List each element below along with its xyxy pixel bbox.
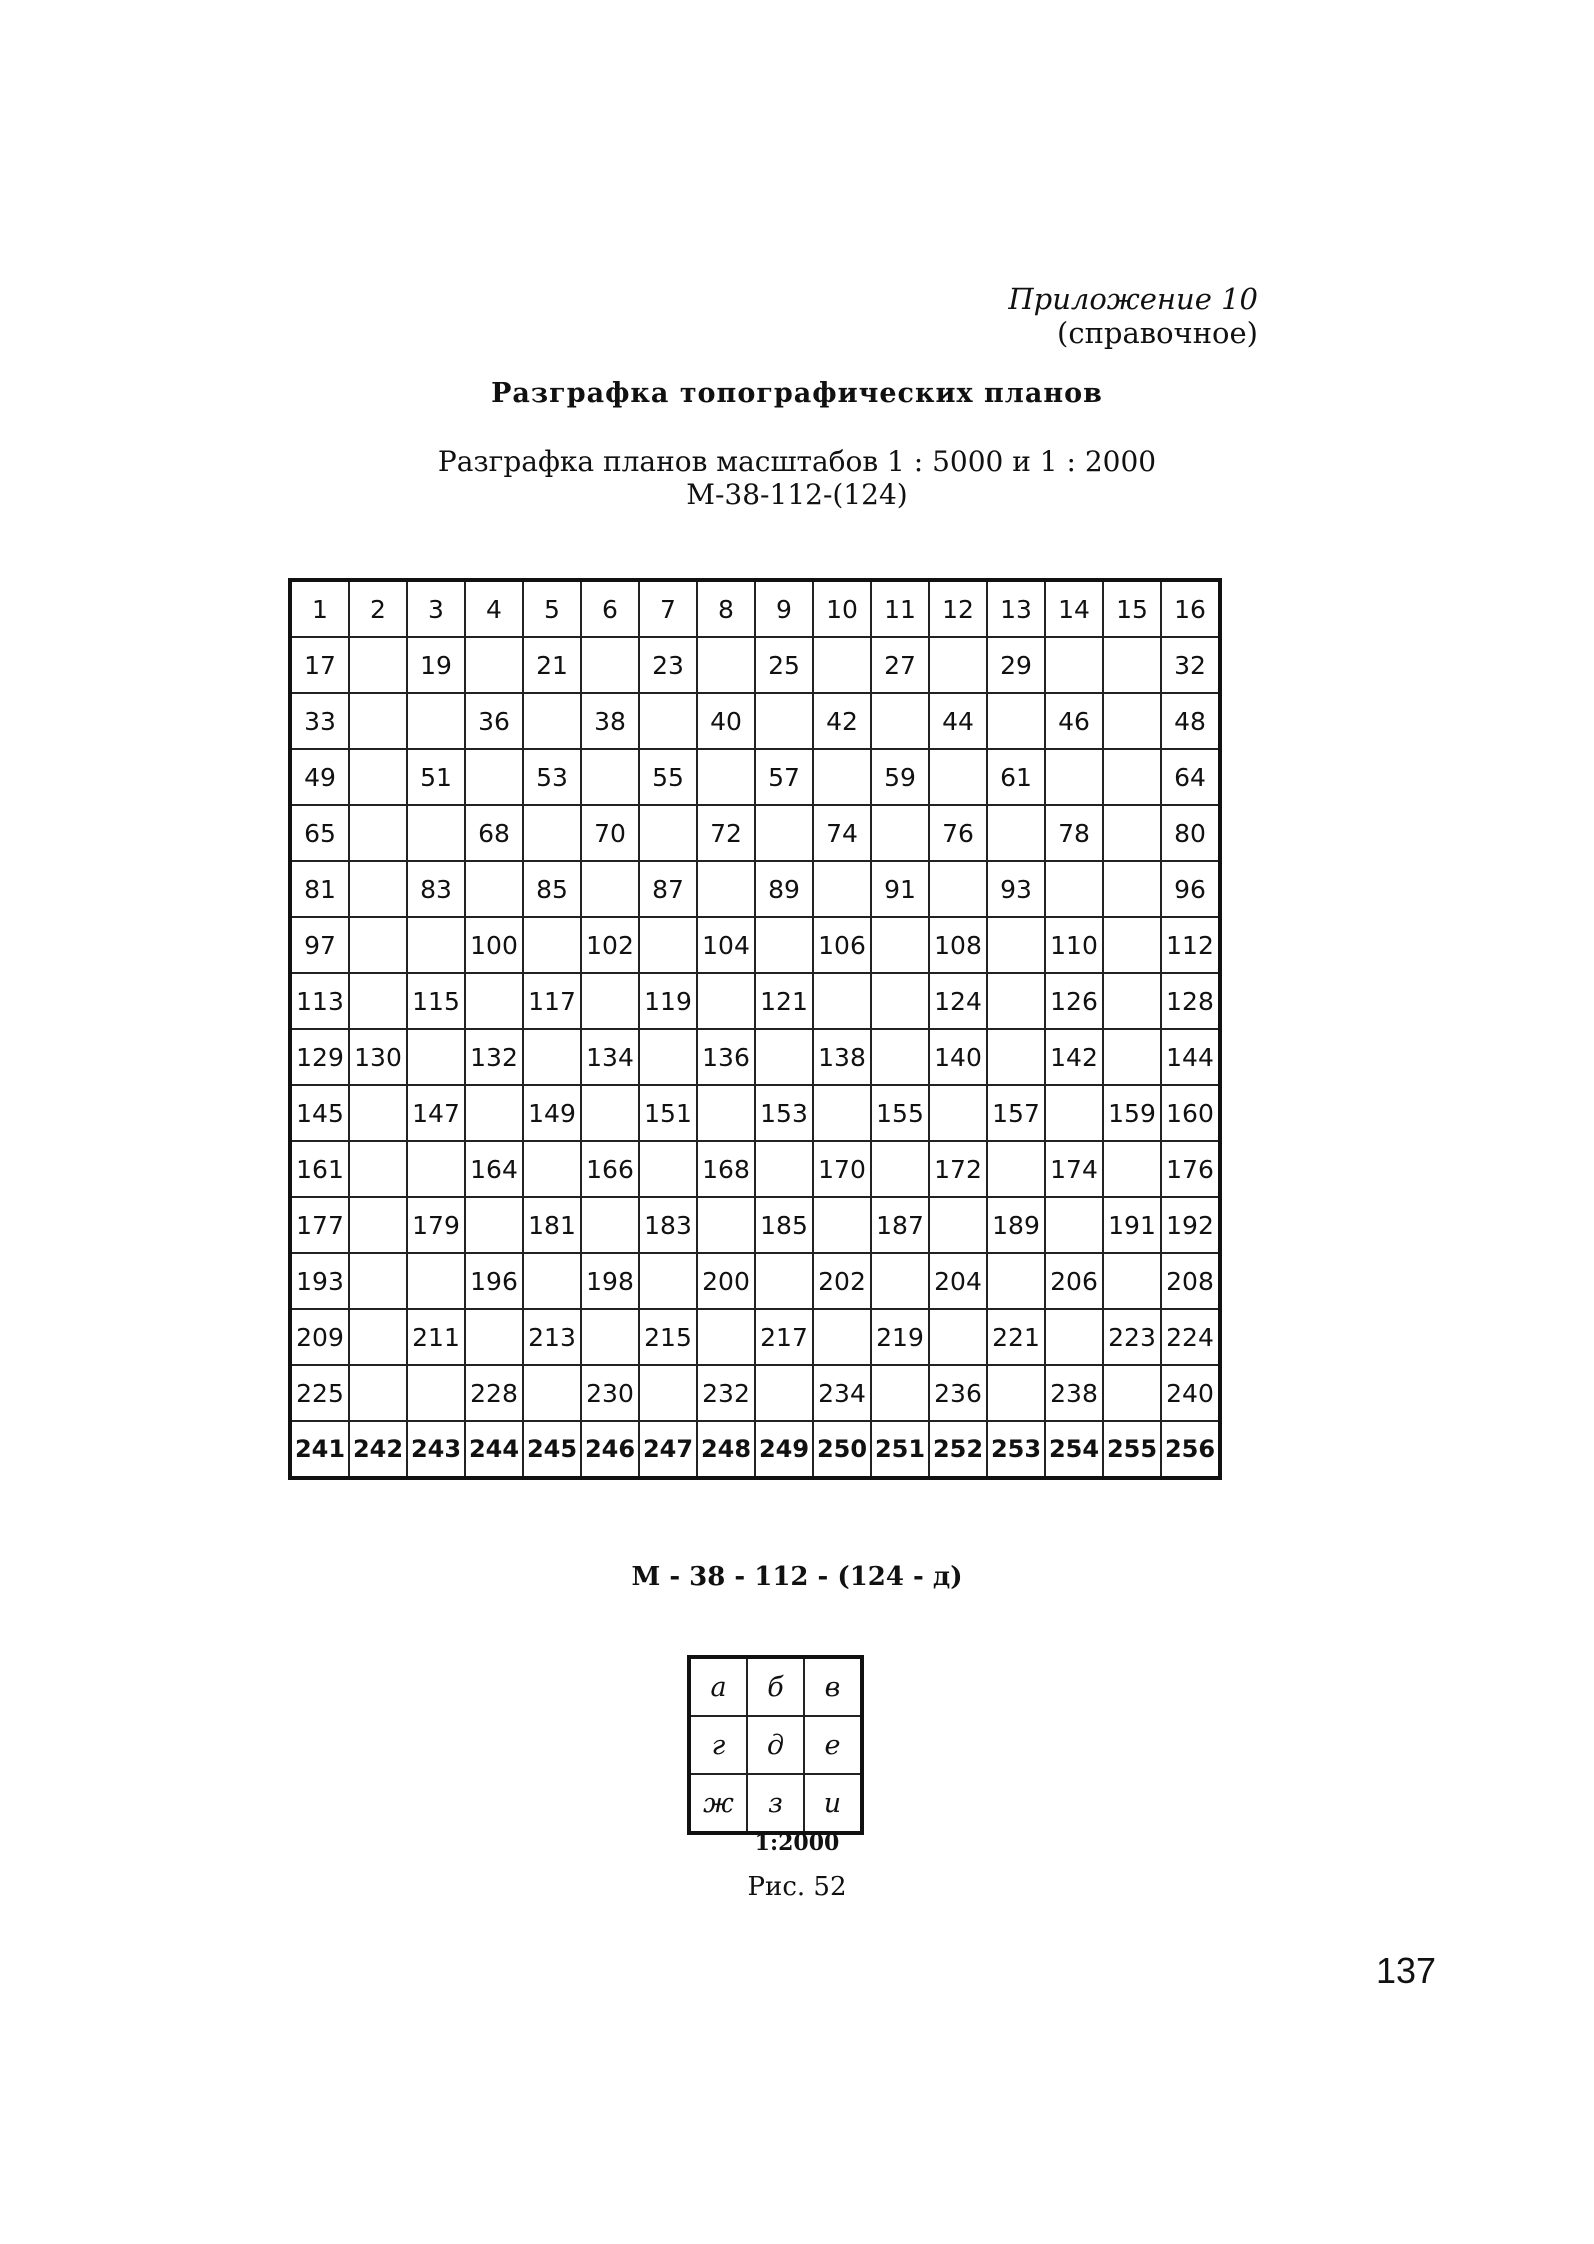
sheet-5000-cell xyxy=(349,1365,407,1421)
sheet-5000-cell xyxy=(407,917,465,973)
sheet-5000-cell xyxy=(929,749,987,805)
sheet-5000-cell xyxy=(697,637,755,693)
sheet-5000-cell: 159 xyxy=(1103,1085,1161,1141)
sheet-5000-cell: 108 xyxy=(929,917,987,973)
sheet-5000-cell: 74 xyxy=(813,805,871,861)
sheet-5000-cell: 36 xyxy=(465,693,523,749)
sheet-5000-cell xyxy=(581,1197,639,1253)
sheet-5000-cell: 223 xyxy=(1103,1309,1161,1365)
sheet-5000-cell: 68 xyxy=(465,805,523,861)
sheet-5000-cell: 119 xyxy=(639,973,697,1029)
sheet-5000-cell xyxy=(465,973,523,1029)
sheet-5000-cell: 78 xyxy=(1045,805,1103,861)
sheet-5000-cell: 193 xyxy=(290,1253,349,1309)
sheet-5000-row xyxy=(290,1421,1220,1478)
sheet-5000-cell: 243 xyxy=(407,1421,465,1478)
sheet-5000-cell: 198 xyxy=(581,1253,639,1309)
sheet-5000-cell xyxy=(349,1197,407,1253)
sheet-5000-cell: 247 xyxy=(639,1421,697,1478)
sheet-5000-cell xyxy=(1045,637,1103,693)
page-number: 137 xyxy=(1376,1950,1437,1991)
sheet-5000-cell: 59 xyxy=(871,749,929,805)
sheet-5000-cell: 113 xyxy=(290,973,349,1029)
sheet-grid-1-2000 xyxy=(687,1655,864,1835)
sheet-5000-cell: 221 xyxy=(987,1309,1045,1365)
sheet-5000-cell xyxy=(929,1085,987,1141)
sheet-5000-row xyxy=(290,1309,1220,1365)
sheet-5000-row xyxy=(290,917,1220,973)
sheet-5000-cell: 21 xyxy=(523,637,581,693)
sheet-5000-cell: 206 xyxy=(1045,1253,1103,1309)
sheet-5000-cell: 138 xyxy=(813,1029,871,1085)
sheet-5000-cell: 42 xyxy=(813,693,871,749)
sheet-5000-cell: 224 xyxy=(1161,1309,1220,1365)
sheet-5000-cell: 61 xyxy=(987,749,1045,805)
sheet-5000-cell xyxy=(1103,805,1161,861)
sheet-5000-cell: 149 xyxy=(523,1085,581,1141)
sheet-5000-cell: 76 xyxy=(929,805,987,861)
sheet-5000-cell: 153 xyxy=(755,1085,813,1141)
sheet-5000-cell: 157 xyxy=(987,1085,1045,1141)
sheet-5000-cell: 242 xyxy=(349,1421,407,1478)
sheet-5000-cell xyxy=(465,1085,523,1141)
sheet-5000-cell: 177 xyxy=(290,1197,349,1253)
sheet-5000-cell: 14 xyxy=(1045,580,1103,637)
sheet-5000-cell xyxy=(697,973,755,1029)
sheet-5000-cell: 19 xyxy=(407,637,465,693)
sheet-5000-cell: 164 xyxy=(465,1141,523,1197)
sheet-2000-row xyxy=(689,1774,862,1833)
sheet-5000-cell: 4 xyxy=(465,580,523,637)
sheet-5000-cell xyxy=(813,637,871,693)
sheet-5000-cell xyxy=(349,637,407,693)
sheet-5000-cell: 33 xyxy=(290,693,349,749)
sheet-5000-cell: 228 xyxy=(465,1365,523,1421)
sheet-5000-cell: 132 xyxy=(465,1029,523,1085)
sheet-5000-cell: 209 xyxy=(290,1309,349,1365)
sheet-5000-cell xyxy=(813,749,871,805)
subtitle-line-2: М-38-112-(124) xyxy=(686,478,908,511)
sheet-5000-cell xyxy=(1103,693,1161,749)
sheet-5000-cell: 168 xyxy=(697,1141,755,1197)
sheet-5000-cell xyxy=(755,805,813,861)
sheet-5000-cell xyxy=(755,1141,813,1197)
sheet-5000-cell xyxy=(581,973,639,1029)
sheet-5000-cell: 25 xyxy=(755,637,813,693)
sheet-5000-cell: 81 xyxy=(290,861,349,917)
sheet-2000-row xyxy=(689,1716,862,1774)
sheet-5000-cell: 100 xyxy=(465,917,523,973)
sheet-2000-row xyxy=(689,1657,862,1716)
sheet-5000-cell: 185 xyxy=(755,1197,813,1253)
sheet-5000-cell xyxy=(349,1253,407,1309)
sheet-5000-cell xyxy=(1103,1141,1161,1197)
sheet-5000-cell: 46 xyxy=(1045,693,1103,749)
sheet-2000-cell: б xyxy=(747,1657,804,1716)
sheet-5000-cell xyxy=(407,1029,465,1085)
sheet-5000-cell xyxy=(581,1085,639,1141)
sheet-5000-cell: 208 xyxy=(1161,1253,1220,1309)
sheet-5000-cell xyxy=(813,1309,871,1365)
sheet-5000-cell xyxy=(639,1029,697,1085)
sheet-5000-cell: 215 xyxy=(639,1309,697,1365)
sheet-5000-cell: 3 xyxy=(407,580,465,637)
sheet-5000-cell: 249 xyxy=(755,1421,813,1478)
sheet-5000-cell: 126 xyxy=(1045,973,1103,1029)
sheet-5000-cell xyxy=(697,749,755,805)
sheet-5000-cell: 161 xyxy=(290,1141,349,1197)
sheet-5000-cell: 144 xyxy=(1161,1029,1220,1085)
sheet-5000-cell xyxy=(581,749,639,805)
sheet-5000-cell xyxy=(465,637,523,693)
sheet-5000-cell xyxy=(987,693,1045,749)
sheet-5000-cell: 128 xyxy=(1161,973,1220,1029)
sheet-5000-cell xyxy=(813,1085,871,1141)
sheet-5000-cell xyxy=(523,1253,581,1309)
sheet-5000-row xyxy=(290,1365,1220,1421)
sheet-5000-cell: 89 xyxy=(755,861,813,917)
subtitle-line-1: Разграфка планов масштабов 1 : 5000 и 1 : 2000 xyxy=(437,445,1157,478)
sheet-5000-cell xyxy=(407,1141,465,1197)
sheet-5000-row xyxy=(290,1085,1220,1141)
sheet-5000-cell xyxy=(1103,1029,1161,1085)
sheet-5000-cell: 160 xyxy=(1161,1085,1220,1141)
sheet-5000-cell: 174 xyxy=(1045,1141,1103,1197)
sheet-5000-cell: 8 xyxy=(697,580,755,637)
sheet-5000-cell xyxy=(349,693,407,749)
sheet-5000-cell xyxy=(523,693,581,749)
sheet-5000-cell: 255 xyxy=(1103,1421,1161,1478)
sheet-5000-cell xyxy=(581,861,639,917)
sheet-5000-cell: 248 xyxy=(697,1421,755,1478)
sheet-2000-cell: а xyxy=(689,1657,747,1716)
sheet-5000-cell xyxy=(407,1253,465,1309)
sheet-5000-cell: 202 xyxy=(813,1253,871,1309)
sheet-5000-cell: 230 xyxy=(581,1365,639,1421)
sheet-5000-cell xyxy=(639,1365,697,1421)
sheet-2000-cell: и xyxy=(804,1774,862,1833)
sheet-5000-cell: 151 xyxy=(639,1085,697,1141)
sheet-5000-cell: 225 xyxy=(290,1365,349,1421)
sheet-5000-cell xyxy=(349,1141,407,1197)
sheet-5000-cell: 253 xyxy=(987,1421,1045,1478)
sheet-5000-cell: 87 xyxy=(639,861,697,917)
sheet-5000-cell: 49 xyxy=(290,749,349,805)
sheet-5000-row xyxy=(290,749,1220,805)
sheet-5000-cell: 170 xyxy=(813,1141,871,1197)
sheet-5000-cell: 5 xyxy=(523,580,581,637)
sheet-5000-cell: 104 xyxy=(697,917,755,973)
sheet-5000-cell xyxy=(1103,1253,1161,1309)
sheet-5000-cell xyxy=(813,1197,871,1253)
scale-label: 1:2000 xyxy=(754,1830,840,1856)
sheet-5000-cell xyxy=(755,693,813,749)
sheet-caption: М - 38 - 112 - (124 - д) xyxy=(631,1562,963,1592)
sheet-5000-cell xyxy=(407,805,465,861)
sheet-5000-cell: 102 xyxy=(581,917,639,973)
sheet-5000-cell: 7 xyxy=(639,580,697,637)
sheet-5000-cell xyxy=(1045,749,1103,805)
sheet-5000-cell xyxy=(1103,973,1161,1029)
sheet-5000-cell xyxy=(349,1085,407,1141)
sheet-5000-cell xyxy=(871,973,929,1029)
sheet-5000-cell xyxy=(465,1197,523,1253)
sheet-5000-cell xyxy=(697,1309,755,1365)
sheet-5000-cell xyxy=(349,749,407,805)
sheet-5000-cell: 145 xyxy=(290,1085,349,1141)
sheet-2000-cell: е xyxy=(804,1716,862,1774)
sheet-5000-cell: 240 xyxy=(1161,1365,1220,1421)
sheet-5000-cell xyxy=(987,805,1045,861)
sheet-5000-cell: 64 xyxy=(1161,749,1220,805)
sheet-5000-cell xyxy=(349,1309,407,1365)
sheet-2000-cell: г xyxy=(689,1716,747,1774)
sheet-5000-row xyxy=(290,861,1220,917)
sheet-5000-cell xyxy=(813,973,871,1029)
sheet-5000-cell: 12 xyxy=(929,580,987,637)
sheet-5000-cell: 166 xyxy=(581,1141,639,1197)
sheet-5000-cell xyxy=(639,1253,697,1309)
sheet-5000-cell xyxy=(871,1365,929,1421)
sheet-5000-cell: 53 xyxy=(523,749,581,805)
sheet-5000-cell xyxy=(523,1365,581,1421)
sheet-5000-cell: 181 xyxy=(523,1197,581,1253)
sheet-5000-cell xyxy=(639,1141,697,1197)
sheet-5000-cell xyxy=(987,1029,1045,1085)
sheet-5000-cell xyxy=(871,693,929,749)
sheet-5000-cell xyxy=(581,637,639,693)
sheet-5000-cell xyxy=(1103,861,1161,917)
sheet-5000-cell: 213 xyxy=(523,1309,581,1365)
sheet-5000-cell: 172 xyxy=(929,1141,987,1197)
sheet-5000-row xyxy=(290,1253,1220,1309)
sheet-5000-cell: 124 xyxy=(929,973,987,1029)
sheet-5000-cell xyxy=(465,861,523,917)
sheet-5000-row xyxy=(290,693,1220,749)
sheet-5000-cell: 32 xyxy=(1161,637,1220,693)
sheet-5000-cell xyxy=(407,693,465,749)
sheet-5000-cell xyxy=(871,1029,929,1085)
sheet-5000-cell xyxy=(1045,1085,1103,1141)
sheet-5000-cell xyxy=(465,749,523,805)
sheet-5000-cell: 80 xyxy=(1161,805,1220,861)
sheet-5000-cell: 256 xyxy=(1161,1421,1220,1478)
sheet-2000-cell: в xyxy=(804,1657,862,1716)
sheet-5000-cell: 44 xyxy=(929,693,987,749)
sheet-5000-cell xyxy=(1103,917,1161,973)
sheet-5000-cell: 236 xyxy=(929,1365,987,1421)
sheet-5000-cell xyxy=(523,1029,581,1085)
appendix-note: (справочное) xyxy=(1057,316,1258,350)
sheet-5000-cell xyxy=(407,1365,465,1421)
sheet-5000-row xyxy=(290,637,1220,693)
sheet-5000-cell xyxy=(349,861,407,917)
sheet-5000-cell: 245 xyxy=(523,1421,581,1478)
sheet-5000-cell: 29 xyxy=(987,637,1045,693)
sheet-5000-row xyxy=(290,973,1220,1029)
sheet-5000-cell: 57 xyxy=(755,749,813,805)
sheet-5000-cell xyxy=(349,917,407,973)
sheet-5000-cell xyxy=(1103,749,1161,805)
sheet-5000-cell: 183 xyxy=(639,1197,697,1253)
sheet-5000-cell xyxy=(987,917,1045,973)
subtitle xyxy=(0,445,1594,511)
sheet-5000-cell xyxy=(523,805,581,861)
sheet-5000-cell: 192 xyxy=(1161,1197,1220,1253)
sheet-5000-cell: 254 xyxy=(1045,1421,1103,1478)
sheet-5000-cell: 196 xyxy=(465,1253,523,1309)
sheet-5000-cell: 250 xyxy=(813,1421,871,1478)
sheet-5000-cell xyxy=(871,1253,929,1309)
sheet-5000-cell: 129 xyxy=(290,1029,349,1085)
sheet-5000-cell: 147 xyxy=(407,1085,465,1141)
sheet-5000-cell: 83 xyxy=(407,861,465,917)
sheet-5000-cell: 241 xyxy=(290,1421,349,1478)
sheet-5000-cell xyxy=(755,917,813,973)
sheet-5000-cell: 140 xyxy=(929,1029,987,1085)
sheet-5000-cell: 72 xyxy=(697,805,755,861)
sheet-5000-cell: 232 xyxy=(697,1365,755,1421)
sheet-5000-cell: 96 xyxy=(1161,861,1220,917)
sheet-5000-cell: 244 xyxy=(465,1421,523,1478)
sheet-5000-cell xyxy=(639,917,697,973)
sheet-5000-cell: 176 xyxy=(1161,1141,1220,1197)
sheet-5000-cell xyxy=(871,805,929,861)
sheet-2000-cell: з xyxy=(747,1774,804,1833)
sheet-5000-cell xyxy=(987,1365,1045,1421)
sheet-5000-cell xyxy=(349,973,407,1029)
sheet-5000-cell xyxy=(755,1365,813,1421)
sheet-5000-cell: 51 xyxy=(407,749,465,805)
appendix-label: Приложение 10 xyxy=(1008,282,1258,316)
sheet-5000-cell: 251 xyxy=(871,1421,929,1478)
sheet-5000-cell: 155 xyxy=(871,1085,929,1141)
sheet-5000-cell xyxy=(697,1197,755,1253)
sheet-5000-cell xyxy=(523,917,581,973)
sheet-5000-cell: 200 xyxy=(697,1253,755,1309)
sheet-5000-cell: 112 xyxy=(1161,917,1220,973)
sheet-5000-cell xyxy=(755,1253,813,1309)
sheet-5000-cell xyxy=(697,861,755,917)
sheet-5000-cell: 121 xyxy=(755,973,813,1029)
sheet-5000-cell: 136 xyxy=(697,1029,755,1085)
sheet-5000-cell xyxy=(929,637,987,693)
sheet-5000-cell xyxy=(987,1253,1045,1309)
sheet-2000-cell: д xyxy=(747,1716,804,1774)
sheet-5000-cell: 130 xyxy=(349,1029,407,1085)
sheet-5000-cell: 38 xyxy=(581,693,639,749)
sheet-5000-cell: 246 xyxy=(581,1421,639,1478)
sheet-5000-cell: 189 xyxy=(987,1197,1045,1253)
sheet-5000-cell: 70 xyxy=(581,805,639,861)
sheet-5000-row xyxy=(290,580,1220,637)
sheet-5000-cell xyxy=(987,1141,1045,1197)
sheet-5000-cell xyxy=(871,1141,929,1197)
sheet-5000-cell: 115 xyxy=(407,973,465,1029)
appendix-header xyxy=(1008,282,1258,350)
sheet-5000-cell: 13 xyxy=(987,580,1045,637)
sheet-5000-cell xyxy=(987,973,1045,1029)
sheet-5000-cell xyxy=(1045,1309,1103,1365)
sheet-5000-cell: 23 xyxy=(639,637,697,693)
sheet-5000-cell: 217 xyxy=(755,1309,813,1365)
sheet-5000-cell: 11 xyxy=(871,580,929,637)
sheet-5000-cell: 97 xyxy=(290,917,349,973)
sheet-5000-cell: 6 xyxy=(581,580,639,637)
sheet-5000-cell xyxy=(1045,861,1103,917)
sheet-5000-cell xyxy=(929,1197,987,1253)
sheet-5000-cell: 106 xyxy=(813,917,871,973)
sheet-5000-cell: 10 xyxy=(813,580,871,637)
sheet-5000-cell xyxy=(1103,637,1161,693)
sheet-5000-cell: 234 xyxy=(813,1365,871,1421)
sheet-5000-cell xyxy=(465,1309,523,1365)
sheet-5000-cell: 110 xyxy=(1045,917,1103,973)
sheet-5000-cell: 2 xyxy=(349,580,407,637)
sheet-5000-cell: 117 xyxy=(523,973,581,1029)
sheet-5000-cell: 16 xyxy=(1161,580,1220,637)
sheet-5000-cell xyxy=(697,1085,755,1141)
sheet-5000-cell xyxy=(639,805,697,861)
sheet-5000-cell: 142 xyxy=(1045,1029,1103,1085)
sheet-5000-cell: 17 xyxy=(290,637,349,693)
sheet-5000-cell xyxy=(929,1309,987,1365)
sheet-5000-cell: 187 xyxy=(871,1197,929,1253)
sheet-5000-cell: 252 xyxy=(929,1421,987,1478)
main-title: Разграфка топографических планов xyxy=(491,378,1103,409)
sheet-5000-cell xyxy=(1103,1365,1161,1421)
sheet-5000-cell: 219 xyxy=(871,1309,929,1365)
sheet-5000-cell xyxy=(755,1029,813,1085)
sheet-grid-1-5000 xyxy=(288,578,1222,1480)
sheet-2000-cell: ж xyxy=(689,1774,747,1833)
sheet-5000-cell: 85 xyxy=(523,861,581,917)
sheet-5000-cell: 55 xyxy=(639,749,697,805)
sheet-5000-cell xyxy=(581,1309,639,1365)
sheet-5000-cell xyxy=(639,693,697,749)
sheet-5000-cell: 1 xyxy=(290,580,349,637)
sheet-5000-row xyxy=(290,805,1220,861)
sheet-5000-cell: 134 xyxy=(581,1029,639,1085)
sheet-5000-row xyxy=(290,1197,1220,1253)
sheet-5000-cell: 179 xyxy=(407,1197,465,1253)
sheet-5000-row xyxy=(290,1029,1220,1085)
sheet-5000-cell: 40 xyxy=(697,693,755,749)
sheet-5000-cell: 91 xyxy=(871,861,929,917)
sheet-5000-cell: 27 xyxy=(871,637,929,693)
sheet-5000-cell: 9 xyxy=(755,580,813,637)
sheet-5000-cell: 93 xyxy=(987,861,1045,917)
sheet-5000-cell: 15 xyxy=(1103,580,1161,637)
sheet-5000-cell xyxy=(929,861,987,917)
sheet-5000-cell xyxy=(871,917,929,973)
sheet-5000-cell xyxy=(349,805,407,861)
figure-caption: Рис. 52 xyxy=(747,1872,847,1902)
sheet-5000-row xyxy=(290,1141,1220,1197)
sheet-5000-cell: 204 xyxy=(929,1253,987,1309)
sheet-5000-cell: 65 xyxy=(290,805,349,861)
sheet-5000-cell: 238 xyxy=(1045,1365,1103,1421)
sheet-5000-cell: 191 xyxy=(1103,1197,1161,1253)
sheet-5000-cell xyxy=(523,1141,581,1197)
sheet-5000-cell xyxy=(813,861,871,917)
sheet-5000-cell xyxy=(1045,1197,1103,1253)
sheet-5000-cell: 48 xyxy=(1161,693,1220,749)
sheet-5000-cell: 211 xyxy=(407,1309,465,1365)
